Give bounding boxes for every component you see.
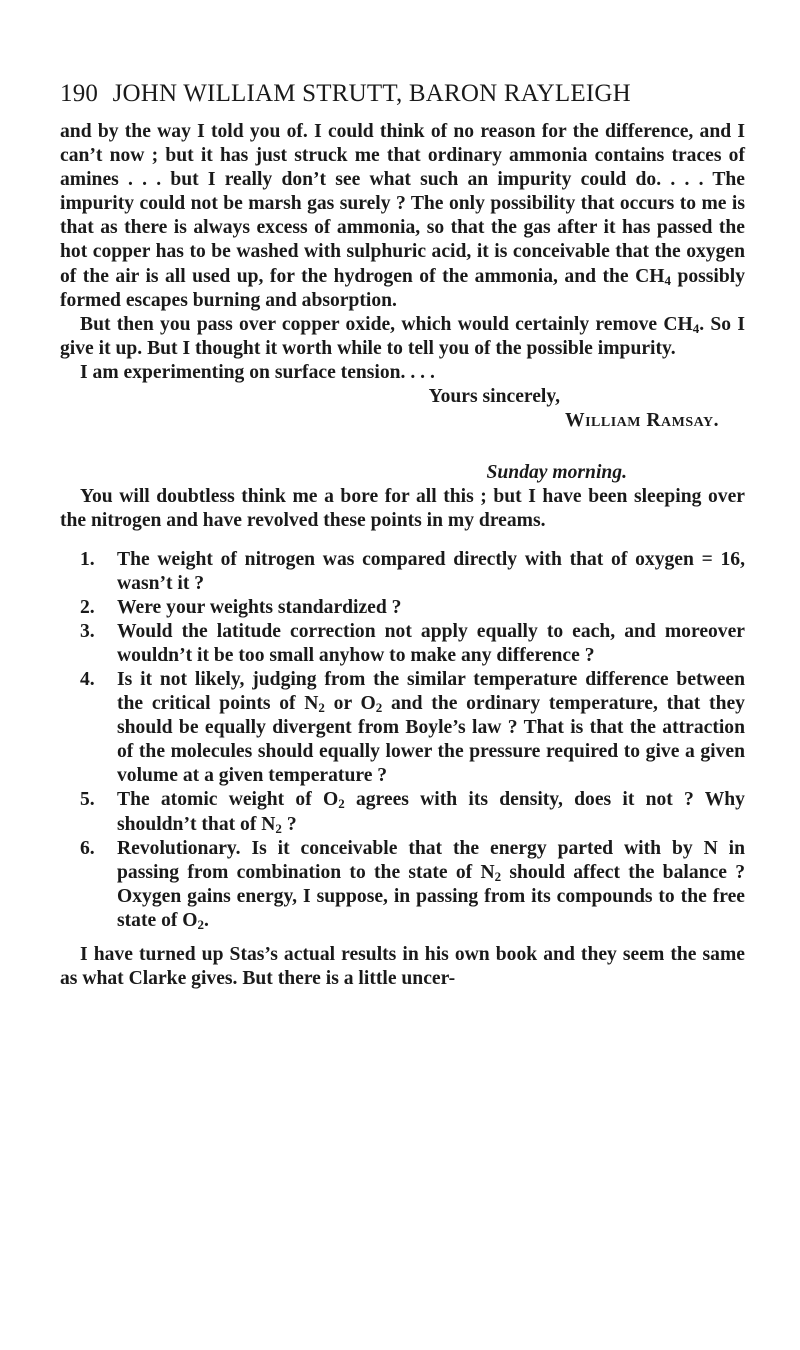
running-title: JOHN WILLIAM STRUTT, BARON RAYLEIGH <box>112 80 631 107</box>
paragraph: But then you pass over copper oxide, which would certainly remove $CH_4$. So I give it up. But I thought it worth while to tell you of the possible impurity. <box>60 313 745 359</box>
list-item: 6. Revolutionary. Is it conceivable that the energy parted with by N in passing from combination to the state of $N_2$ should affect the balance ? Oxygen gains energy, I suppose, in passing from its compounds to the free state of $O_2$. <box>80 837 745 932</box>
signature: William Ramsay. <box>565 410 719 432</box>
paragraph: I have turned up Stas’s actual results in his own book and they seem the same as what Clarke gives. But there is a little uncer- <box>60 944 745 990</box>
letter-closing: Yours sincerely, <box>428 386 560 408</box>
list-item: 1. The weight of nitrogen was compared directly with that of oxygen = 16, wasn’t it ? <box>80 548 745 594</box>
list-item: 4. Is it not likely, judging from the similar temperature difference between the critical points of $N_2$ or $O_2$ and the ordinary temperature, that they should be equally divergent from Boyle’s law ? That is that the attraction of the molecules should equally lower the pressure required to give a given volume at a given temperature ? <box>80 668 745 787</box>
letter-body <box>60 120 745 991</box>
running-header <box>60 80 745 108</box>
page-number: 190 <box>60 80 99 107</box>
paragraph: I am experimenting on surface tension. . . . <box>80 361 435 383</box>
paragraph: and by the way I told you of. I could think of no reason for the difference, and I can’t now ; but it has just struck me that ordinary ammonia contains traces of amines . . . but I really don’t see what such an impurity could do. . . . The impurity could not be marsh gas surely ? The only possibility that occurs to me is that as there is always excess of ammonia, so that the gas after it has passed the hot copper has to be washed with sulphuric acid, it is conceivable that the oxygen of the air is all used up, for the hydrogen of the ammonia, and the $CH_4$ possibly formed escapes burning and absorption. <box>60 121 745 311</box>
list-item: 3. Would the latitude correction not apply equally to each, and moreover wouldn’t it be too small anyhow to make any difference ? <box>80 620 745 666</box>
list-item: 5. The atomic weight of $O_2$ agrees with its density, does it not ? Why shouldn’t that of $N_2$ ? <box>80 789 745 836</box>
numbered-list <box>60 548 745 934</box>
book-page <box>60 80 745 991</box>
paragraph: You will doubtless think me a bore for all this ; but I have been sleeping over the nitrogen and have revolved these points in my dreams. <box>60 486 745 532</box>
dateline: Sunday morning. <box>486 462 627 484</box>
list-item: 2. Were your weights standardized ? <box>80 596 402 618</box>
